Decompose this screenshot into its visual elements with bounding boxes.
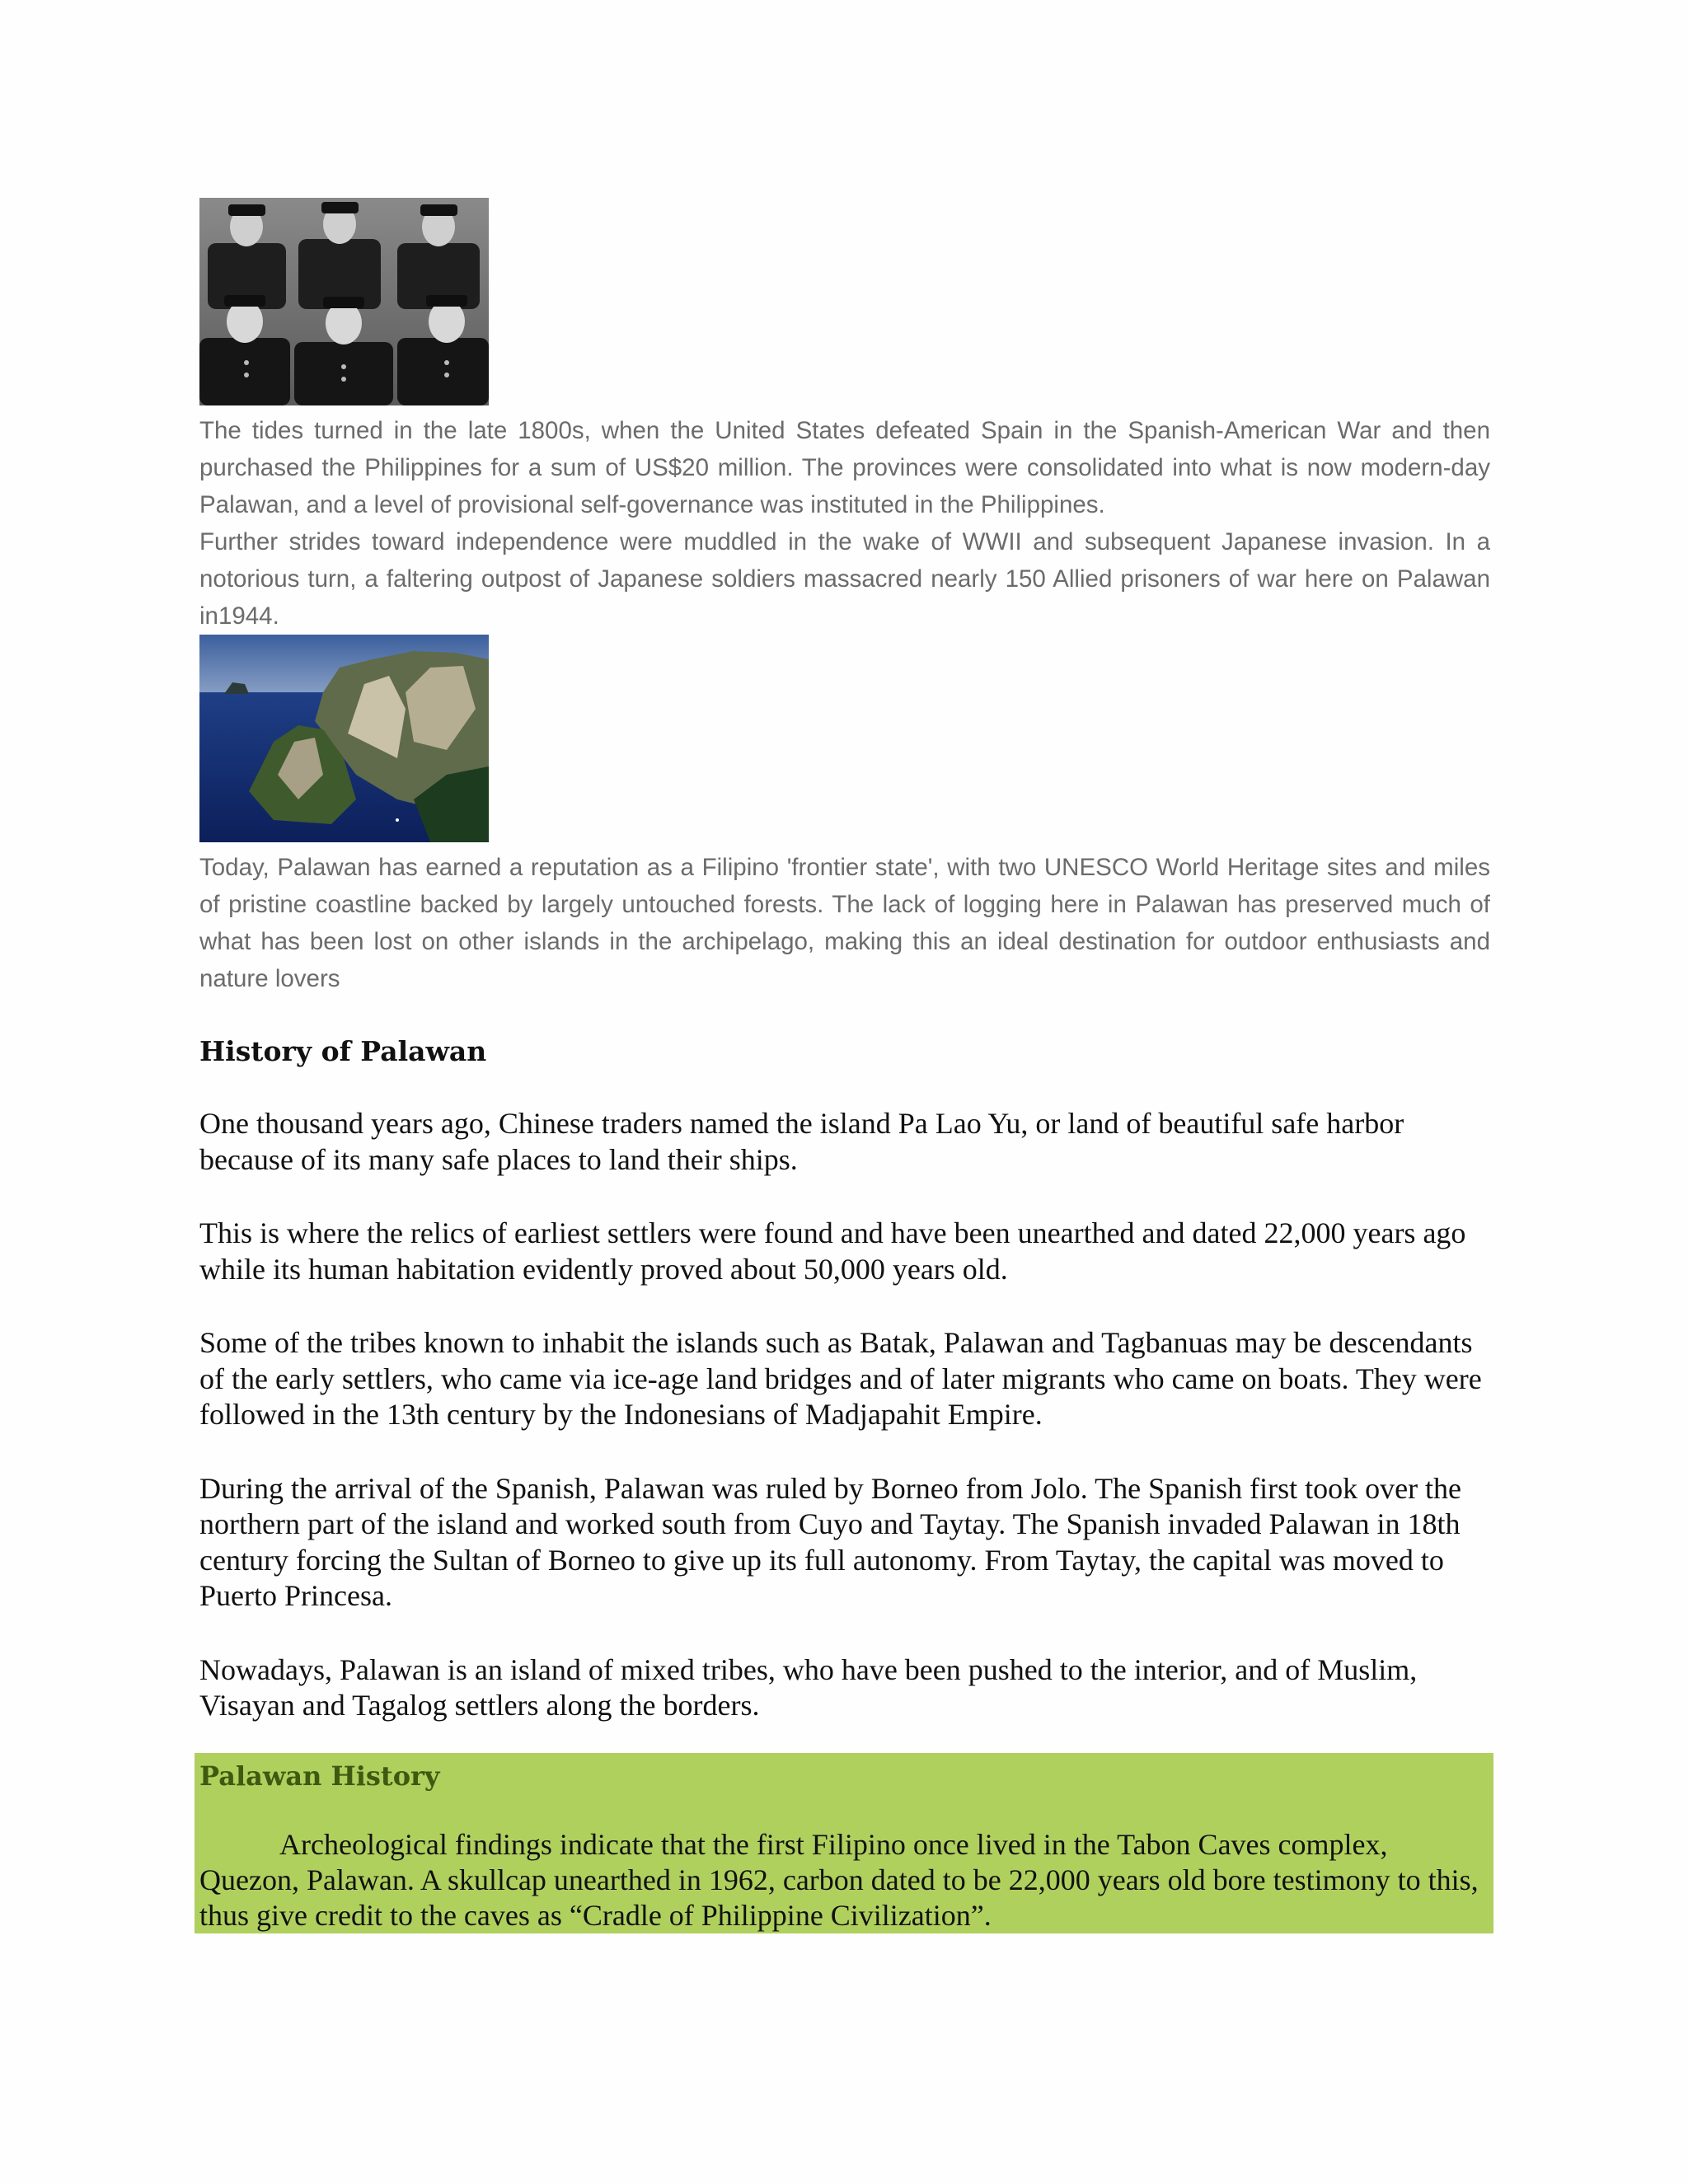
intro-paragraph-3: Today, Palawan has earned a reputation as a Filipino 'frontier state', with two UNESCO World Heritage sites and miles of pristine coastline backed by largely untouched forests. The lack of logging here in Palawan has preserved much of what has been lost on other islands in the archipelago, making this an ideal destination for outdoor enthusiasts and nature lovers <box>199 854 1490 992</box>
history-paragraph-1: One thousand years ago, Chinese traders named the island Pa Lao Yu, or land of beautiful safe harbor because of its many safe places to land their ships. <box>199 1107 1404 1176</box>
cliffs-photo <box>199 635 489 842</box>
history-paragraph-5: Nowadays, Palawan is an island of mixed tribes, who have been pushed to the interior, and of Muslim, Visayan and Tagalog settlers along the borders. <box>199 1652 1418 1722</box>
history-heading: History of Palawan <box>199 1035 487 1067</box>
palawan-history-text: Archeological findings indicate that the first Filipino once lived in the Tabon Caves complex, Quezon, Palawan. A skullcap unearthed in 1962, carbon dated to be 22,000 years old bore testimony to this, thus give credit to the caves as “Cradle of Philippine Civilization”. <box>199 1828 1479 1932</box>
palawan-history-title: Palawan History <box>199 1760 440 1792</box>
intro-paragraph-1: The tides turned in the late 1800s, when the United States defeated Spain in the Spanish-American War and then purchased the Philippines for a sum of US$20 million. The provinces were consolidated into what is now modern-day Palawan, and a level of provisional self-governance was instituted in the Philippines. <box>199 417 1490 518</box>
history-paragraph-4: During the arrival of the Spanish, Palawan was ruled by Borneo from Jolo. The Spanish first took over the northern part of the island and worked south from Cuyo and Taytay. The Spanish invaded Palawan in 18th century forcing the Sultan of Borneo to give up its full autonomy. From Taytay, the capital was moved to Puerto Princesa. <box>199 1471 1462 1612</box>
intro-paragraph-2: Further strides toward independence were muddled in the wake of WWII and subsequent Japanese invasion. In a notorious turn, a faltering outpost of Japanese soldiers massacred nearly 150 Allied prisoners of war here on Palawan in1944. <box>199 528 1490 630</box>
palawan-history-box <box>195 1753 1493 1933</box>
history-paragraph-3: Some of the tribes known to inhabit the islands such as Batak, Palawan and Tagbanuas may be descendants of the early settlers, who came via ice-age land bridges and of later migrants who came on boats. They were followed in the 13th century by the Indonesians of Madjapahit Empire. <box>199 1326 1482 1431</box>
main-content <box>199 198 1490 1724</box>
soldiers-photo <box>199 198 489 405</box>
history-paragraph-2: This is where the relics of earliest settlers were found and have been unearthed and dated 22,000 years ago while its human habitation evidently proved about 50,000 years old. <box>199 1216 1466 1286</box>
